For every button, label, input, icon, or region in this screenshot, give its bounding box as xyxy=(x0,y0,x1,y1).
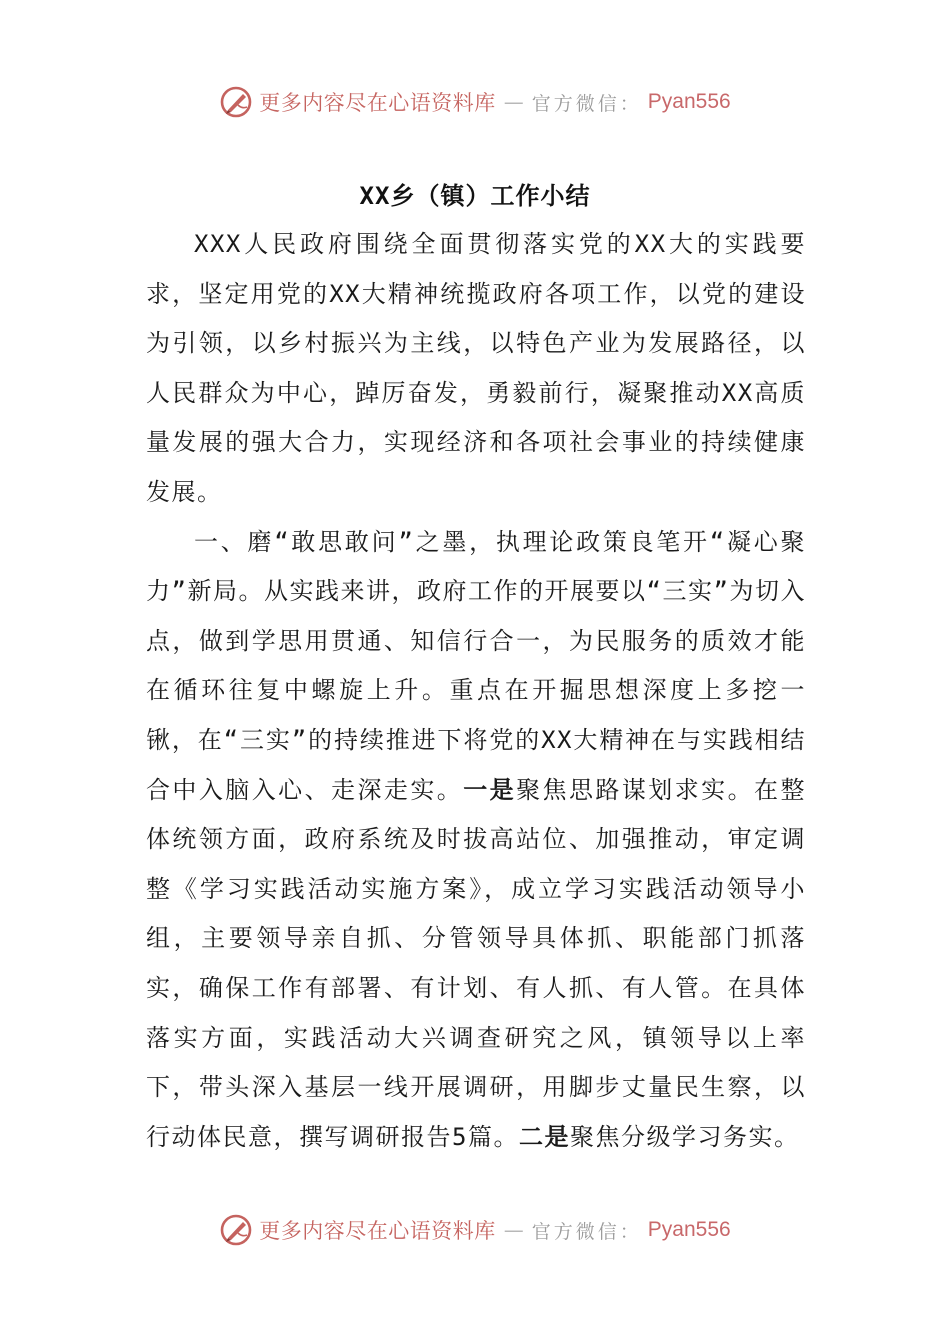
watermark-header xyxy=(0,82,950,122)
watermark-wechat-id: Pyan556 xyxy=(647,90,731,113)
watermark-dash: — xyxy=(503,90,524,114)
watermark-official-label: 官方微信： xyxy=(531,1220,642,1243)
pen-logo-icon xyxy=(219,1213,253,1247)
second-point-text: 聚焦分级学习务实。 xyxy=(569,1122,800,1151)
watermark-main-text: 更多内容尽在心语资料库 xyxy=(259,91,496,115)
watermark-wechat-id: Pyan556 xyxy=(647,1218,731,1241)
first-point-marker: 一是 xyxy=(463,775,517,804)
pen-logo-icon xyxy=(219,85,253,119)
watermark-main-text: 更多内容尽在心语资料库 xyxy=(259,1219,496,1243)
watermark-footer xyxy=(0,1210,950,1250)
document-title: XX乡（镇）工作小结 xyxy=(359,182,591,210)
watermark-dash: — xyxy=(503,1218,524,1242)
watermark-official-label: 官方微信： xyxy=(531,92,642,115)
second-point-marker: 二是 xyxy=(518,1122,570,1151)
first-point-text: 聚焦思路谋划求实。在整体统领方面，政府系统及时拔高站位、加强推动，审定调整《学习实践活动实施方案》，成立学习实践活动领导小组，主要领导亲自抓、分管领导具体抓、职能部门抓落实，确保工作有部署、有计划、有人抓、有人管。在具体落实方面，实践活动大兴调查研究之风，镇领导以上率下，带头深入基层一线开展调研，用脚步丈量民生察，以行动体民意，撰写调研报告5篇。 xyxy=(146,775,806,1151)
paragraph-section-one xyxy=(146,518,806,1163)
paragraph-section-one-text: 一、磨“敢思敢问”之墨，执理论政策良笔开“凝心聚力”新局。从实践来讲，政府工作的开展要以“三实”为切入点，做到学思用贯通、知信行合一，为民服务的质效才能在循环往复中螺旋上升。重点在开掘思想深度上多挖一锹，在“三实”的持续推进下将党的XX大精神在与实践相结合中入脑入心、走深走实。 xyxy=(146,527,806,804)
paragraph-intro: XXX人民政府围绕全面贯彻落实党的XX大的实践要求，坚定用党的XX大精神统揽政府各项工作，以党的建设为引领，以乡村振兴为主线，以特色产业为发展路径，以人民群众为中心，踔厉奋发，勇毅前行，凝聚推动XX高质量发展的强大合力，实现经济和各项社会事业的持续健康发展。 xyxy=(146,230,806,506)
document-body xyxy=(146,220,806,1162)
